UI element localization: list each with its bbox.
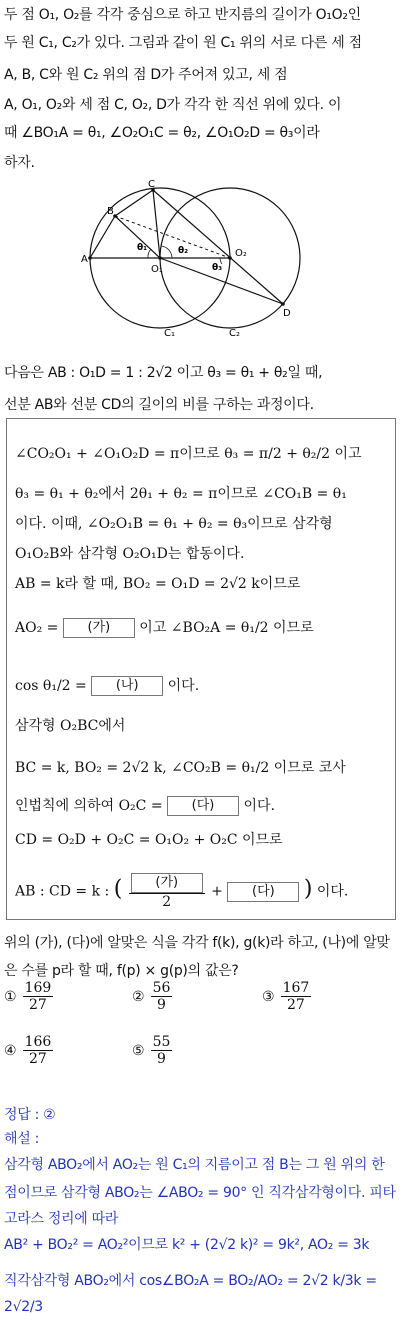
problem-line-1: 두 점 O₁, O₂를 각각 중심으로 하고 반지름의 길이가 O₁O₂인 [4,7,361,23]
label-b: B [107,206,114,217]
geometry-figure [81,178,315,348]
problem-line-3: A, B, C와 원 C₂ 위의 점 D가 주어져 있고, 세 점 [4,67,288,83]
box-line-9: BC = k, BO₂ = 2√2 k, ∠CO₂B = θ₁/2 이므로 코사 [15,760,346,776]
label-o1: O₁ [151,264,163,275]
option-3[interactable] [262,980,313,1013]
label-o2: O₂ [235,248,247,259]
line-b-o2-dashed [115,216,230,258]
option-number: ④ [4,1042,17,1059]
label-theta2: θ₂ [178,246,189,256]
ratio-fraction: $\frac{\text{(가)}}{2}$ [129,873,205,910]
option-number: ③ [262,988,275,1005]
box-line-2: θ₃ = θ₁ + θ₂에서 2θ₁ + θ₂ = π이므로 ∠CO₁B = θ₁ [15,486,347,502]
option-number: ② [132,988,145,1005]
line-b-c [115,190,153,216]
condition-line-1: 다음은 AB : O₁D = 1 : 2√2 이고 θ₃ = θ₁ + θ₂일 때, [4,365,323,381]
box-line-1: ∠CO₂O₁ + ∠O₁O₂D = π이므로 θ₃ = π/2 + θ₂/2 이고 [15,446,362,462]
point-d [281,302,285,306]
point-o2 [228,256,232,260]
problem-line-2: 두 원 C₁, C₂가 있다. 그림과 같이 원 C₁ 위의 서로 다른 세 점 [4,35,362,51]
o2c-label: 인법칙에 의하여 O₂C = [15,798,163,814]
label-c: C [148,179,155,190]
option-number: ① [4,988,17,1005]
solution-line-1: 삼각형 ABO₂에서 AO₂는 원 C₁의 지름이고 점 B는 그 원 위의 한 [4,1157,385,1173]
box-line-3: 이다. 이때, ∠O₂O₁B = θ₁ + θ₂ = θ₃이므로 삼각형 [15,516,333,532]
point-a [88,256,92,260]
solution-line-4: AB² + BO₂² = AO₂²이므로 k² + (2√2 k)² = 9k², AO₂ = 3k [4,1237,370,1253]
label-c2: C₂ [229,328,240,339]
problem-line-5: 때 ∠BO₁A = θ₁, ∠O₂O₁C = θ₂, ∠O₁O₂D = θ₃이라 [4,125,320,141]
box-line-4: O₁O₂B와 삼각형 O₂O₁D는 합동이다. [15,546,245,562]
option-fraction: $\frac{167}{27}$ [282,980,310,1013]
option-fraction: $\frac{169}{27}$ [24,980,52,1013]
solution-line-3: 고라스 정리에 따라 [4,1211,119,1227]
option-5[interactable] [132,1034,174,1067]
blank-da-2: (다) [227,882,299,902]
box-line-12: AB : CD = k : ( $\frac{\text{(가)}}{2}$ + (다) ) 이다. [15,875,349,910]
box-line-10 [15,795,275,817]
box-line-7 [15,675,199,697]
blank-na: (나) [91,676,163,696]
blank-da: (다) [167,796,239,816]
box-line-10-rest: 이다. [243,798,275,814]
solution-heading: 해설 : [4,1131,40,1147]
option-number: ⑤ [132,1042,145,1059]
condition-line-2: 선분 AB와 선분 CD의 길이의 비를 구하는 과정이다. [4,397,314,413]
label-theta1: θ₁ [137,243,148,253]
box-line-7-rest: 이다. [167,678,200,694]
angle-theta2-arc [161,246,172,258]
option-2[interactable] [132,980,174,1013]
option-fraction: $\frac{56}{9}$ [152,980,171,1013]
solution-answer: 정답 : ② [4,1107,56,1123]
box-line-6 [15,617,314,639]
solution-line-5: 직각삼각형 ABO₂에서 cos∠BO₂A = BO₂/AO₂ = 2√2 k/3k = 2√2/3 [4,1273,377,1315]
ratio-label: AB : CD = k : [15,883,110,900]
proof-box [6,418,396,920]
label-theta3: θ₃ [212,263,223,273]
box-line-11: CD = O₂D + O₂C = O₁O₂ + O₂C 이므로 [15,832,283,848]
problem-line-4: A, O₁, O₂와 세 점 C, O₂, D가 각각 한 직선 위에 있다. 이 [4,97,342,113]
box-line-12-rest: 이다. [316,883,349,900]
solution-line-2: 점이므로 삼각형 ABO₂는 ∠ABO₂ = 90° 인 직각삼각형이다. 피타 [4,1185,396,1201]
label-d: D [283,308,291,319]
label-a: A [81,254,88,265]
ao2-label: AO₂ = [15,620,59,636]
option-1[interactable] [4,980,55,1013]
option-4[interactable] [4,1034,55,1067]
question-line-2: 은 수를 p라 할 때, f(p) × g(p)의 값은? [4,963,239,979]
point-o1 [158,256,162,260]
cos-label: cos θ₁/2 = [15,678,87,694]
angle-theta1-arc [148,249,151,258]
label-c1: C₁ [164,328,175,339]
box-line-6-rest: 이고 ∠BO₂A = θ₁/2 이므로 [139,620,314,636]
blank-ga: (가) [63,618,135,638]
question-line-1: 위의 (가), (다)에 알맞은 식을 각각 f(k), g(k)라 하고, (나)에 알맞 [4,935,390,951]
option-fraction: $\frac{55}{9}$ [152,1034,171,1067]
box-line-8: 삼각형 O₂BC에서 [15,718,126,734]
blank-ga-2: (가) [131,873,203,893]
option-fraction: $\frac{166}{27}$ [24,1034,52,1067]
line-c-d [153,190,283,304]
line-c-o1 [153,190,160,258]
problem-line-6: 하자. [4,155,35,171]
box-line-5: AB = k라 할 때, BO₂ = O₁D = 2√2 k이므로 [15,576,301,592]
